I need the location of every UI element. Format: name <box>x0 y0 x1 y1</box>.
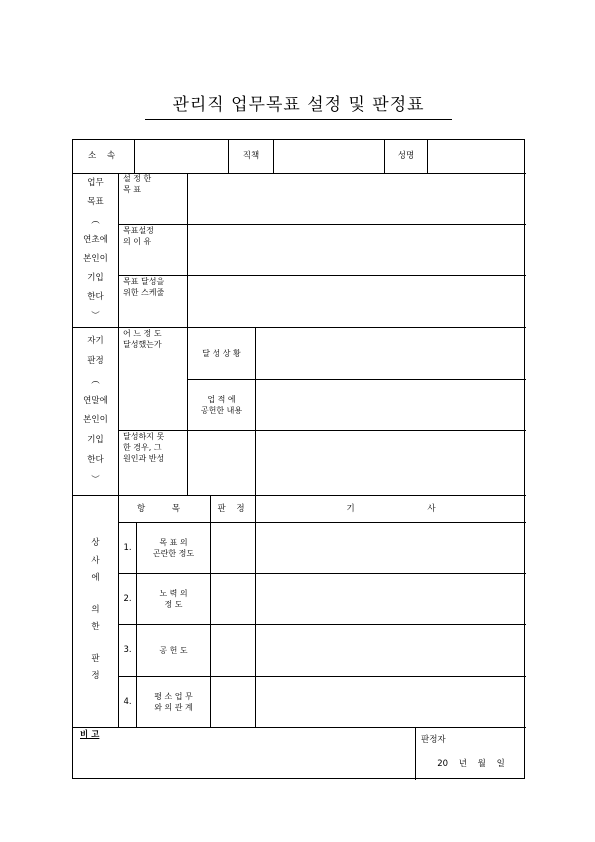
achievement-status-label: 달 성 상 황 <box>202 349 241 358</box>
affiliation-field[interactable] <box>135 140 228 173</box>
position-label: 직책 <box>242 151 260 161</box>
col-divider <box>118 327 119 495</box>
remarks-field[interactable] <box>73 742 415 780</box>
item-label-effort: 노 력 의 정 도 <box>159 589 188 609</box>
page-title: 관리직 업무목표 설정 및 판정표 <box>145 90 452 120</box>
item-judgment-field[interactable] <box>211 574 255 624</box>
achievement-degree-label: 어 느 정 도 달성했는가 <box>123 329 162 349</box>
goal-schedule-label: 목표 달성을 위한 스케줄 <box>123 277 165 297</box>
item-label-contribution: 공 헌 도 <box>159 646 188 655</box>
affiliation-label: 소 속 <box>87 151 120 161</box>
item-note-field[interactable] <box>256 677 526 727</box>
col-divider <box>118 173 119 327</box>
item-number: 1. <box>123 542 132 553</box>
item-label-routine-relation: 평 소 업 무 와 의 관 계 <box>154 692 193 712</box>
goal-reason-label: 목표설정 의 이 유 <box>123 226 154 246</box>
note-header: 기 사 <box>346 503 436 514</box>
remarks-label: 비 고 <box>80 729 100 740</box>
item-judgment-field[interactable] <box>211 677 255 727</box>
goal-reason-field[interactable] <box>188 225 526 275</box>
self-side-label: 자기 판정 ︵ 연말에 본인이 기입 한다 ︶ <box>83 336 108 485</box>
goal-schedule-field[interactable] <box>188 276 526 327</box>
judge-label: 판정자 <box>421 734 446 745</box>
goal-side-label: 업무 목표 ︵ 연초에 본인이 기입 한다 ︶ <box>83 178 108 321</box>
item-header: 항 목 <box>136 503 193 514</box>
name-field[interactable] <box>428 140 526 173</box>
evaluation-form <box>72 139 525 779</box>
item-number: 4. <box>123 696 132 707</box>
item-note-field[interactable] <box>256 625 526 676</box>
item-note-field[interactable] <box>256 523 526 573</box>
not-achieved-judgment-field[interactable] <box>188 431 255 495</box>
item-number: 2. <box>123 593 132 604</box>
position-field[interactable] <box>274 140 384 173</box>
name-label: 성명 <box>397 151 415 161</box>
item-judgment-field[interactable] <box>211 625 255 676</box>
not-achieved-label: 달성하지 못 한 경우, 그 원인과 반성 <box>123 432 165 463</box>
not-achieved-field[interactable] <box>256 431 526 495</box>
item-label-difficulty: 목 표 의 곤란한 정도 <box>152 538 195 558</box>
set-goal-field[interactable] <box>188 173 526 224</box>
set-goal-label: 설 정 한 목 표 <box>123 174 152 194</box>
item-note-field[interactable] <box>256 574 526 624</box>
achievement-status-field[interactable] <box>256 328 526 379</box>
item-judgment-field[interactable] <box>211 523 255 573</box>
item-number: 3. <box>123 645 132 655</box>
date-field[interactable]: 20 년 월 일 <box>437 758 505 769</box>
boss-side-label: 상 사 에 의 한 판 정 <box>91 538 100 681</box>
col-divider <box>415 727 416 780</box>
contribution-field[interactable] <box>256 380 526 430</box>
section-divider <box>73 727 526 728</box>
judgment-header: 판 정 <box>217 503 249 514</box>
contribution-label: 업 적 에 공헌한 내용 <box>200 395 243 415</box>
